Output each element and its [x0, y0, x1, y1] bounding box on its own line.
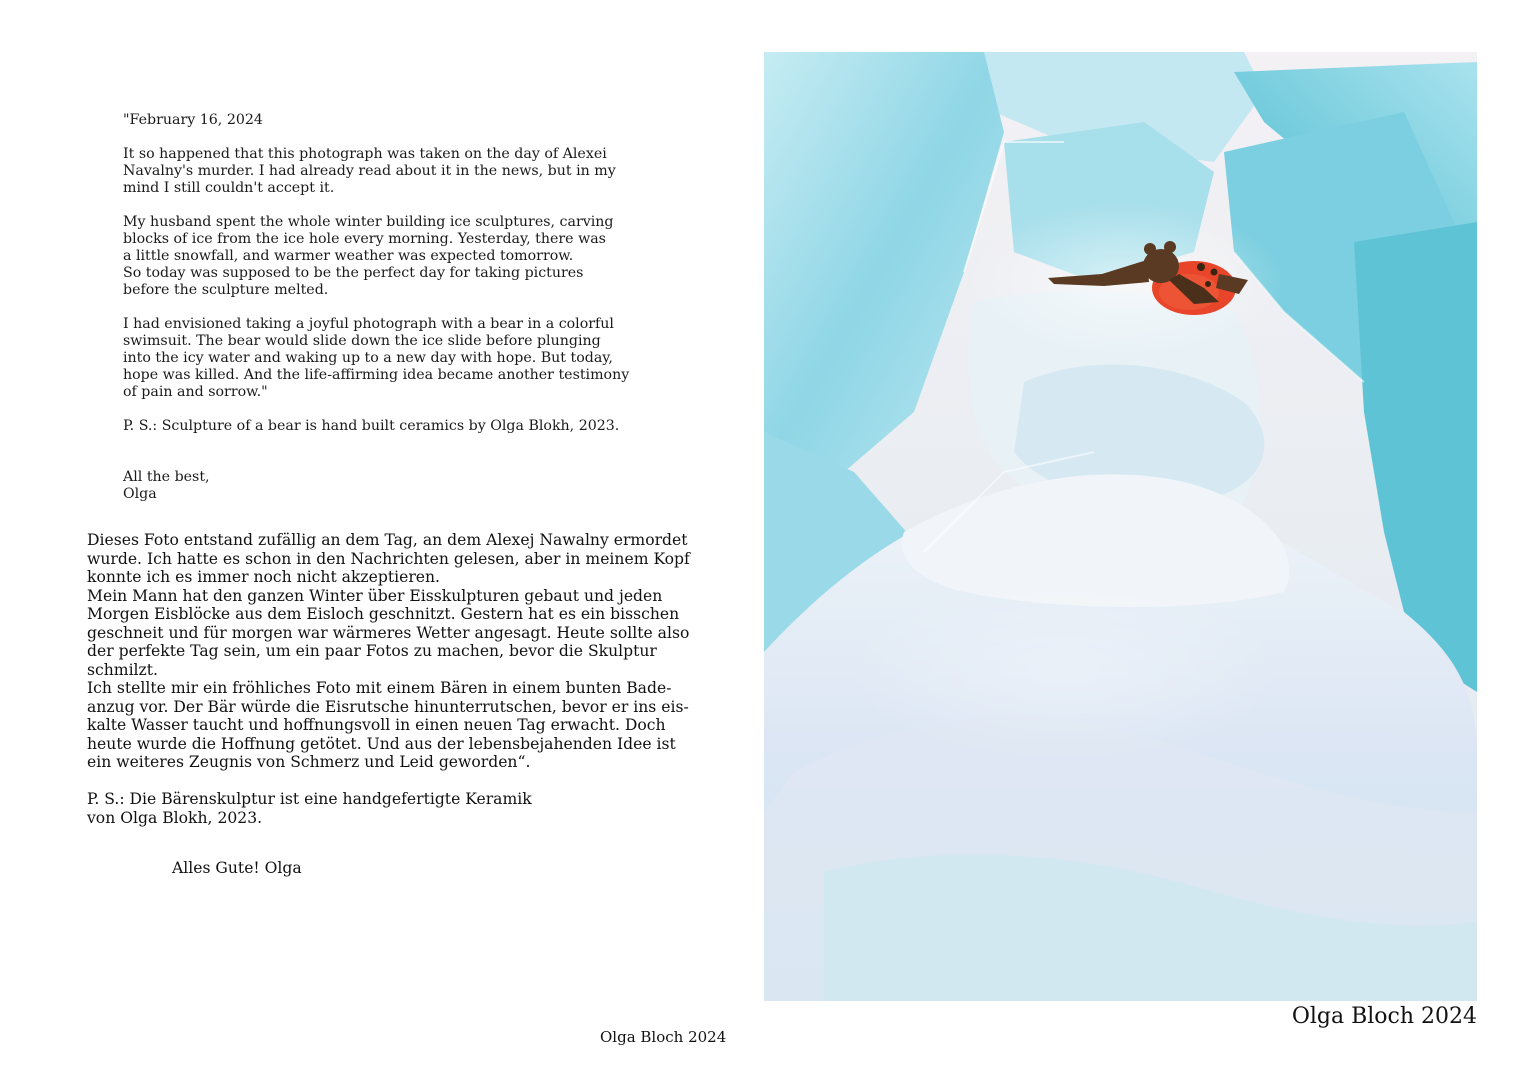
letter-postscript: P. S.: Sculpture of a bear is hand built ceramics by Olga Blokh, 2023.: [123, 418, 620, 434]
letter-paragraph-3: I had envisioned taking a joyful photograph with a bear in a colorful swimsuit. The bear would slide down the ice slide before plunging into the icy water and waking up to a new day with hope. But today, hope was killed. And the life-affirming idea became another testimony of pain and sorrow.": [123, 316, 630, 400]
german-paragraph: Dieses Foto entstand zufällig an dem Tag, an dem Alexej Nawalny ermordet wurde. Ich hatte es schon in den Nachrichten gelesen, aber in meinem Kopf konnte ich es immer noch nicht akzeptieren. Mein Mann hat den ganzen Winter über Eisskulpturen gebaut und jeden Morgen Eisblöcke aus dem Eisloch geschnitzt. Gestern hat es ein bisschen geschneit und für morgen war wärmeres Wetter angesagt. Heute sollte also der perfekte Tag sein, um ein paar Fotos zu machen, bevor die Skulptur schmilzt. Ich stellte mir ein fröhliches Foto mit einem Bären in einem bunten Bade- anzug vor. Der Bär würde die Eisrutsche hinunterrutschen, bevor er ins eis- kalte Wasser taucht und hoffnungsvoll in einen neuen Tag erwacht. Doch heute wurde die Hoffnung getötet. Und aus der lebensbejahenden Idee ist ein weiteres Zeugnis von Schmerz und Leid geworden“.: [87, 531, 690, 771]
photo-credit: Olga Bloch 2024: [1291, 1004, 1477, 1029]
german-letter: [87, 531, 707, 878]
letter-paragraph-2: My husband spent the whole winter building ice sculptures, carving blocks of ice from the ice hole every morning. Yesterday, there was a little snowfall, and warmer weather was expected tomorrow. So today was supposed to be the perfect day for taking pictures before the sculpture melted.: [123, 214, 614, 298]
german-postscript: P. S.: Die Bärenskulptur ist eine handgefertigte Keramik von Olga Blokh, 2023.: [87, 790, 532, 827]
ice-photo-illustration: [764, 52, 1477, 1001]
letter-signoff: All the best, Olga: [123, 469, 210, 502]
ice-sculpture-photo: [764, 52, 1477, 1001]
german-farewell: Alles Gute! Olga: [172, 859, 302, 877]
letter-paragraph-1: It so happened that this photograph was taken on the day of Alexei Navalny's murder. I had already read about it in the news, but in my mind I still couldn't accept it.: [123, 146, 616, 196]
footer-credit: Olga Bloch 2024: [600, 1028, 727, 1046]
english-letter: [123, 112, 663, 520]
letter-date: "February 16, 2024: [123, 112, 263, 128]
